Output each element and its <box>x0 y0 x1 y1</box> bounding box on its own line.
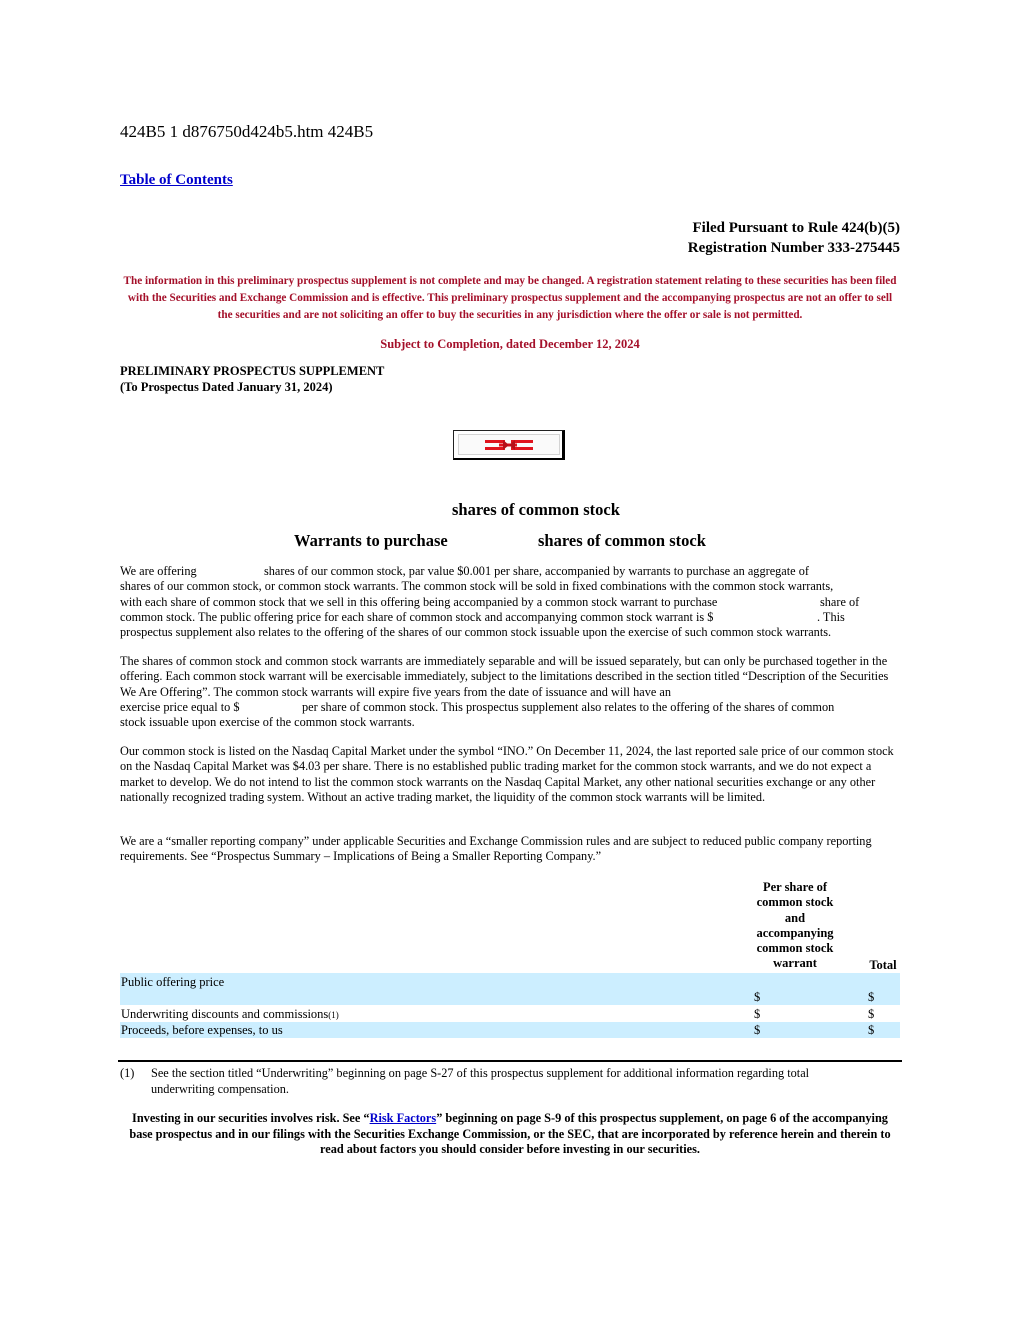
table-row <box>120 973 900 1005</box>
row-value-total: $ <box>868 1007 875 1021</box>
offering-text-g: . This <box>817 609 845 624</box>
preliminary-supplement-title <box>120 363 384 395</box>
smaller-reporting-paragraph: We are a “smaller reporting company” under applicable Securities and Exchange Commission rules and are subject to reduced public company reporting requirements. See “Prospectus Summary – Implications of Being a Smaller Reporting Company.” <box>120 834 872 864</box>
col-header-line: common stock <box>756 895 834 910</box>
offering-text-a: We are offering <box>120 564 197 578</box>
row-value-per-share: $ <box>754 1023 761 1037</box>
heading-warrants-to-purchase: Warrants to purchase <box>294 531 448 550</box>
table-row <box>120 1006 900 1022</box>
row-label: Proceeds, before expenses, to us <box>121 1023 283 1037</box>
row-label-text: Underwriting discounts and commissions <box>121 1007 329 1021</box>
footnote-text: See the section titled “Underwriting” beginning on page S-27 of this prospectus supplement for additional information regarding total underwriting compensation. <box>151 1066 810 1096</box>
filing-info <box>688 218 900 258</box>
heading-shares-of-common-stock: shares of common stock <box>452 500 620 519</box>
offering-text-f: common stock. The public offering price for each share of common stock and accompanying common stock warrant is $ <box>120 609 714 624</box>
prelim-line-1: PRELIMINARY PROSPECTUS SUPPLEMENT <box>120 364 385 378</box>
table-of-contents-link[interactable]: Table of Contents <box>120 172 233 188</box>
heading-warrant-shares: shares of common stock <box>538 531 706 550</box>
offering-text-b: shares of our common stock, par value $0.001 per share, accompanied by warrants to purchase an aggregate of <box>264 564 809 578</box>
company-logo <box>453 430 565 460</box>
footnote-ref: (1) <box>328 1010 339 1020</box>
listing-paragraph: Our common stock is listed on the Nasdaq Capital Market under the symbol “INO.” On December 11, 2024, the last reported sale price of our common stock on the Nasdaq Capital Market was $4.03 per share. There is no established public trading market for the common stock warrants, and we do not expect a market to develop. We do not intend to list the common stock warrants on the Nasdaq Capital Market, any other national securities exchange or any other nationally recognized trading system. Without an active trading market, the liquidity of the common stock warrants will be limited. <box>120 744 894 804</box>
separability-text-c: per share of common stock. This prospectus supplement also relates to the offering of the shares of common <box>302 699 835 714</box>
row-value-total: $ <box>868 990 875 1004</box>
subject-to-completion: Subject to Completion, dated December 12, 2024 <box>380 337 640 351</box>
total-column-header: Total <box>869 958 897 972</box>
risk-text-post: ” beginning on page S-9 of this prospectus supplement, on page 6 of the accompanying base prospectus and in our filings with the Securities Exchange Commission, or the SEC, that are incorporated by reference herein and therein to read about factors you should consider before investing in our securities. <box>129 1111 891 1156</box>
offering-paragraph <box>120 564 900 640</box>
separability-text-d: stock issuable upon exercise of the common stock warrants. <box>120 715 415 730</box>
risk-statement <box>120 1111 900 1158</box>
per-share-column-header <box>754 880 836 974</box>
risk-factors-link[interactable]: Risk Factors <box>369 1111 437 1125</box>
row-label: Public offering price <box>121 975 225 989</box>
prelim-line-2: (To Prospectus Dated January 31, 2024) <box>120 380 333 394</box>
row-label <box>121 1007 339 1022</box>
footnote-number: (1) <box>120 1066 135 1080</box>
col-header-line: common stock <box>756 941 834 956</box>
preliminary-notice: The information in this preliminary prospectus supplement is not complete and may be changed. A registration statement relating to these securities has been filed with the Securities and Exchange Commission and is effective. This preliminary prospectus supplement and the accompanying prospectus are not an offer to sell the securities and are not soliciting an offer to buy the securities in any jurisdiction where the offer or sale is not permitted. <box>123 275 897 321</box>
offering-text-h: prospectus supplement also relates to the offering of the shares of our common stock issuable upon the exercise of such common stock warrants. <box>120 625 832 640</box>
col-header-line: and <box>784 910 806 925</box>
footnote-divider <box>118 1060 902 1062</box>
row-value-total: $ <box>868 1023 875 1037</box>
col-header-line: accompanying <box>756 925 834 940</box>
logo-frame <box>458 434 560 455</box>
col-header-line: warrant <box>773 956 817 971</box>
company-logo-icon <box>459 435 559 455</box>
risk-text-pre: Investing in our securities involves risk. See “ <box>132 1111 370 1125</box>
filed-pursuant-line: Filed Pursuant to Rule 424(b)(5) <box>692 220 900 236</box>
row-value-per-share: $ <box>754 1007 761 1021</box>
document-filename: 424B5 1 d876750d424b5.htm 424B5 <box>120 122 374 141</box>
registration-number-line: Registration Number 333-275445 <box>687 240 900 256</box>
separability-text-a: The shares of common stock and common stock warrants are immediately separable and will be issued separately, but can only be purchased together in the offering. Each common stock warrant will be exercisable immediately, subject to the limitations described in the section titled “Description of the Securities We Are Offering”. The common stock warrants will expire five years from the date of issuance and will have an <box>120 654 889 699</box>
col-header-line: Per share of <box>762 880 828 894</box>
offering-text-d: with each share of common stock that we sell in this offering being accompanied by a common stock warrant to purchase <box>120 594 718 609</box>
offering-text-c: shares of our common stock, or common stock warrants. The common stock will be sold in fixed combinations with the common stock warrants, <box>120 579 834 594</box>
separability-paragraph <box>120 654 900 730</box>
row-value-per-share: $ <box>754 990 761 1004</box>
table-row <box>120 1022 900 1038</box>
separability-text-b: exercise price equal to $ <box>120 699 240 714</box>
offering-text-e: share of <box>820 594 860 609</box>
